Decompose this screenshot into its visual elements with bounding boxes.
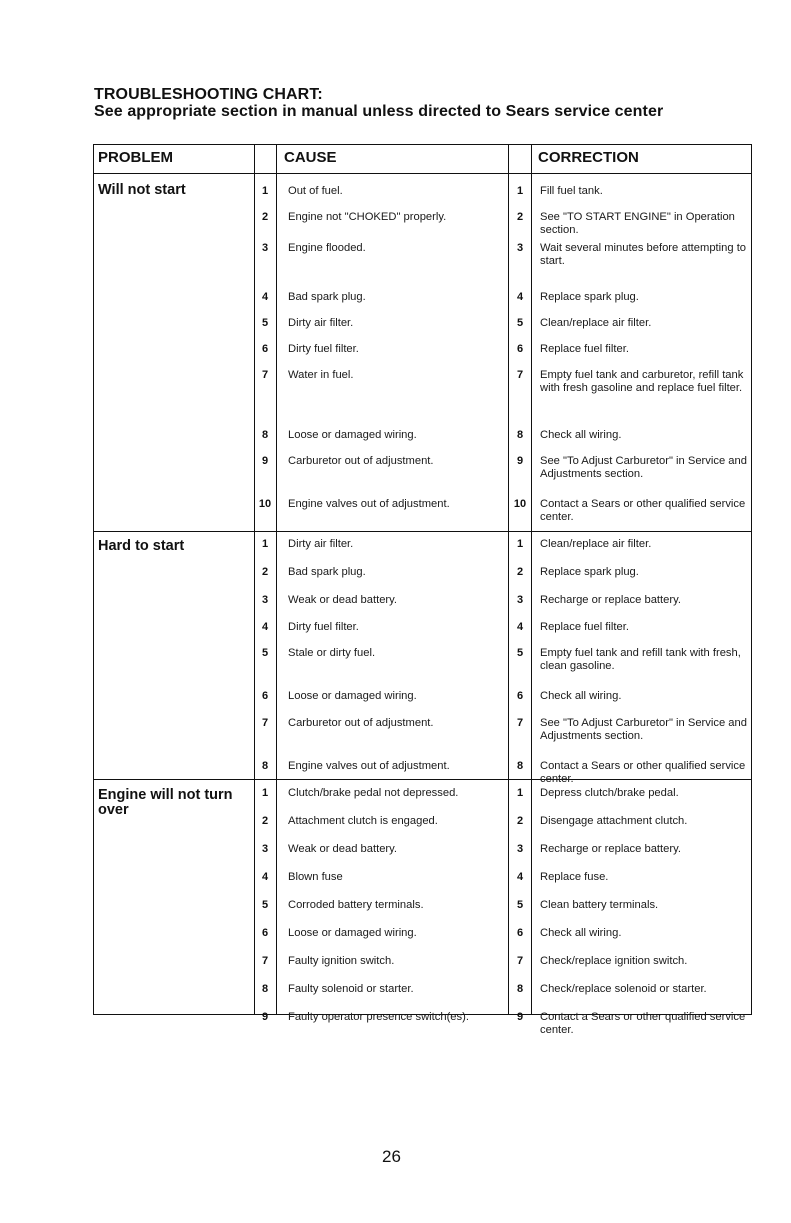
cause-text: Carburetor out of adjustment. xyxy=(288,717,434,729)
cause-number: 8 xyxy=(261,760,269,772)
cause-number: 10 xyxy=(258,498,272,510)
cause-text: Dirty fuel filter. xyxy=(288,621,359,633)
cause-number: 2 xyxy=(261,211,269,223)
correction-number: 7 xyxy=(516,955,524,967)
cause-number: 5 xyxy=(261,899,269,911)
correction-number: 5 xyxy=(516,647,524,659)
cause-text: Dirty fuel filter. xyxy=(288,343,359,355)
cause-number: 3 xyxy=(261,843,269,855)
cause-text: Weak or dead battery. xyxy=(288,843,398,855)
column-divider xyxy=(531,145,532,1014)
correction-text: Replace spark plug. xyxy=(540,291,639,303)
section-divider xyxy=(94,531,751,532)
correction-number: 4 xyxy=(516,291,524,303)
correction-text: Check/replace solenoid or starter. xyxy=(540,983,707,995)
problem-label: Engine will not turn over xyxy=(98,787,233,818)
correction-text: Contact a Sears or other qualified service center. xyxy=(540,1011,746,1036)
correction-number: 6 xyxy=(516,343,524,355)
cause-number: 2 xyxy=(261,815,269,827)
correction-number: 1 xyxy=(516,538,524,550)
cause-text: Dirty air filter. xyxy=(288,538,354,550)
problem-label: Will not start xyxy=(98,182,186,198)
correction-text: Check all wiring. xyxy=(540,690,622,702)
cause-text: Bad spark plug. xyxy=(288,566,366,578)
correction-text: Check all wiring. xyxy=(540,927,622,939)
cause-text: Engine valves out of adjustment. xyxy=(288,760,450,772)
cause-text: Faulty solenoid or starter. xyxy=(288,983,414,995)
column-divider xyxy=(254,145,255,1014)
correction-text: Depress clutch/brake pedal. xyxy=(540,787,679,799)
cause-number: 7 xyxy=(261,369,269,381)
cause-text: Corroded battery terminals. xyxy=(288,899,424,911)
correction-number: 3 xyxy=(516,594,524,606)
header-divider xyxy=(94,173,751,174)
correction-text: Replace spark plug. xyxy=(540,566,639,578)
cause-text: Stale or dirty fuel. xyxy=(288,647,376,659)
header-cause: CAUSE xyxy=(284,149,337,166)
correction-text: Empty fuel tank and refill tank with fresh, clean gasoline. xyxy=(540,647,741,672)
correction-number: 2 xyxy=(516,211,524,223)
cause-number: 4 xyxy=(261,621,269,633)
cause-number: 6 xyxy=(261,690,269,702)
correction-text: See "To Adjust Carburetor" in Service and Adjustments section. xyxy=(540,455,747,480)
correction-text: See "To Adjust Carburetor" in Service and Adjustments section. xyxy=(540,717,747,742)
cause-number: 5 xyxy=(261,647,269,659)
cause-number: 8 xyxy=(261,429,269,441)
correction-number: 7 xyxy=(516,369,524,381)
correction-text: Wait several minutes before attempting to start. xyxy=(540,242,747,267)
cause-number: 1 xyxy=(261,185,269,197)
problem-label: Hard to start xyxy=(98,538,185,554)
correction-number: 1 xyxy=(516,787,524,799)
correction-number: 8 xyxy=(516,760,524,772)
correction-number: 6 xyxy=(516,927,524,939)
header-correction: CORRECTION xyxy=(538,149,639,166)
correction-text: Fill fuel tank. xyxy=(540,185,603,197)
correction-text: Recharge or replace battery. xyxy=(540,594,681,606)
correction-number: 2 xyxy=(516,815,524,827)
correction-number: 4 xyxy=(516,621,524,633)
cause-number: 9 xyxy=(261,1011,269,1023)
correction-number: 8 xyxy=(516,983,524,995)
column-divider xyxy=(276,145,277,1014)
cause-number: 8 xyxy=(261,983,269,995)
correction-text: Recharge or replace battery. xyxy=(540,843,681,855)
cause-text: Engine valves out of adjustment. xyxy=(288,498,450,510)
cause-text: Engine flooded. xyxy=(288,242,366,254)
cause-text: Weak or dead battery. xyxy=(288,594,398,606)
correction-number: 5 xyxy=(516,899,524,911)
cause-text: Loose or damaged wiring. xyxy=(288,927,417,939)
cause-number: 2 xyxy=(261,566,269,578)
correction-text: Replace fuse. xyxy=(540,871,609,883)
cause-number: 4 xyxy=(261,871,269,883)
cause-text: Loose or damaged wiring. xyxy=(288,429,417,441)
correction-number: 1 xyxy=(516,185,524,197)
correction-number: 9 xyxy=(516,455,524,467)
correction-text: Contact a Sears or other qualified service center. xyxy=(540,760,746,785)
header-problem: PROBLEM xyxy=(98,149,173,166)
cause-number: 7 xyxy=(261,717,269,729)
correction-number: 8 xyxy=(516,429,524,441)
cause-text: Carburetor out of adjustment. xyxy=(288,455,434,467)
correction-number: 10 xyxy=(513,498,527,510)
cause-number: 6 xyxy=(261,927,269,939)
correction-text: Clean battery terminals. xyxy=(540,899,659,911)
correction-text: Replace fuel filter. xyxy=(540,621,629,633)
troubleshooting-table xyxy=(93,144,752,1036)
correction-number: 5 xyxy=(516,317,524,329)
correction-text: Disengage attachment clutch. xyxy=(540,815,688,827)
cause-number: 3 xyxy=(261,594,269,606)
cause-number: 3 xyxy=(261,242,269,254)
cause-text: Water in fuel. xyxy=(288,369,354,381)
correction-text: Empty fuel tank and carburetor, refill tank with fresh gasoline and replace fuel filter. xyxy=(540,369,744,394)
cause-text: Attachment clutch is engaged. xyxy=(288,815,438,827)
correction-number: 4 xyxy=(516,871,524,883)
cause-number: 1 xyxy=(261,538,269,550)
correction-text: Check/replace ignition switch. xyxy=(540,955,688,967)
correction-number: 3 xyxy=(516,242,524,254)
correction-text: Clean/replace air filter. xyxy=(540,317,652,329)
cause-text: Blown fuse xyxy=(288,871,343,883)
cause-number: 1 xyxy=(261,787,269,799)
cause-text: Out of fuel. xyxy=(288,185,343,197)
cause-text: Clutch/brake pedal not depressed. xyxy=(288,787,459,799)
correction-text: Replace fuel filter. xyxy=(540,343,629,355)
title-line-1: TROUBLESHOOTING CHART: xyxy=(94,86,323,103)
cause-text: Engine not "CHOKED" properly. xyxy=(288,211,447,223)
cause-number: 7 xyxy=(261,955,269,967)
cause-number: 5 xyxy=(261,317,269,329)
cause-number: 6 xyxy=(261,343,269,355)
correction-number: 2 xyxy=(516,566,524,578)
correction-number: 3 xyxy=(516,843,524,855)
column-divider xyxy=(508,145,509,1014)
correction-text: Contact a Sears or other qualified service center. xyxy=(540,498,746,523)
cause-number: 9 xyxy=(261,455,269,467)
correction-number: 7 xyxy=(516,717,524,729)
cause-text: Bad spark plug. xyxy=(288,291,366,303)
correction-text: Check all wiring. xyxy=(540,429,622,441)
page-number: 26 xyxy=(382,1147,401,1166)
correction-number: 9 xyxy=(516,1011,524,1023)
cause-text: Faulty ignition switch. xyxy=(288,955,395,967)
cause-text: Dirty air filter. xyxy=(288,317,354,329)
correction-number: 6 xyxy=(516,690,524,702)
correction-text: Clean/replace air filter. xyxy=(540,538,652,550)
cause-text: Faulty operator presence switch(es). xyxy=(288,1011,469,1023)
cause-text: Loose or damaged wiring. xyxy=(288,690,417,702)
correction-text: See "TO START ENGINE" in Operation section. xyxy=(540,211,735,236)
title-line-2: See appropriate section in manual unless directed to Sears service center xyxy=(94,103,664,120)
cause-number: 4 xyxy=(261,291,269,303)
